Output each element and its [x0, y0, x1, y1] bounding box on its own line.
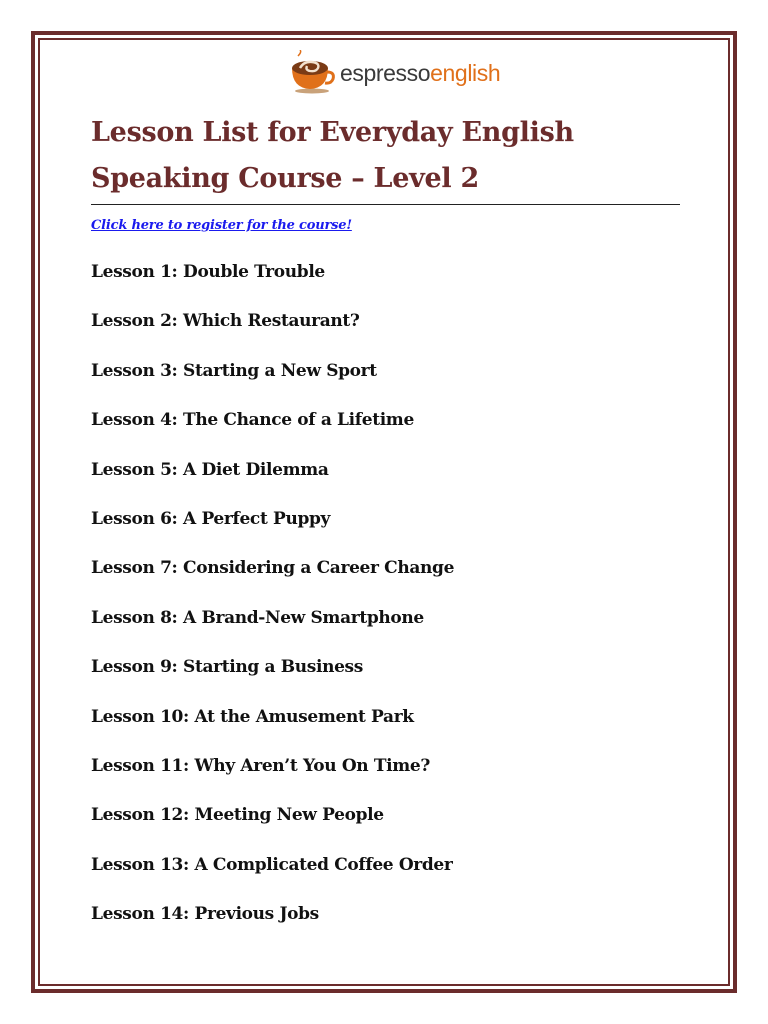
lesson-item: Lesson 2: Which Restaurant? [91, 311, 360, 332]
lesson-item: Lesson 11: Why Aren’t You On Time? [91, 755, 430, 776]
coffee-cup-icon [288, 50, 336, 94]
logo-wordmark [340, 60, 500, 87]
logo-word-english: english [430, 59, 501, 86]
lesson-item: Lesson 10: At the Amusement Park [91, 706, 414, 727]
lesson-item: Lesson 3: Starting a New Sport [91, 360, 377, 381]
lesson-item: Lesson 6: A Perfect Puppy [91, 508, 331, 529]
lesson-item: Lesson 1: Double Trouble [91, 262, 325, 282]
lesson-list [91, 259, 454, 950]
espresso-english-logo [288, 50, 500, 94]
lesson-item: Lesson 4: The Chance of a Lifetime [91, 410, 414, 431]
lesson-item: Lesson 12: Meeting New People [91, 805, 384, 826]
page-title: Lesson List for Everyday English Speaking Course – Level 2 [91, 117, 574, 194]
lesson-item: Lesson 8: A Brand-New Smartphone [91, 607, 424, 628]
lesson-item: Lesson 14: Previous Jobs [91, 904, 319, 925]
logo-word-espresso: espresso [340, 59, 431, 86]
title-divider [91, 204, 680, 205]
lesson-item: Lesson 5: A Diet Dilemma [91, 459, 329, 480]
lesson-item: Lesson 9: Starting a Business [91, 657, 363, 678]
lesson-item: Lesson 7: Considering a Career Change [91, 558, 455, 579]
lesson-item: Lesson 13: A Complicated Coffee Order [91, 854, 453, 875]
register-link[interactable]: Click here to register for the course! [91, 218, 352, 233]
